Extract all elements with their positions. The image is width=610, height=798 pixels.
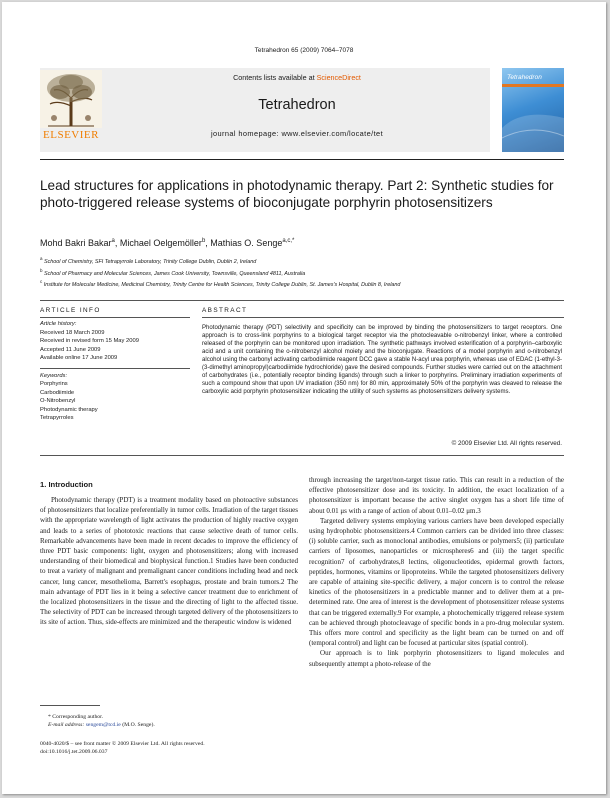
email-note [40, 721, 298, 729]
journal-title: Tetrahedron [258, 97, 336, 113]
history-item: Available online 17 June 2009 [40, 355, 118, 361]
history-label: Article history: [40, 321, 77, 327]
footnote [40, 713, 298, 729]
affiliations [40, 255, 560, 290]
keyword: O-Nitrobenzyl [40, 398, 76, 404]
keyword: Photodynamic therapy [40, 406, 98, 413]
journal-homepage[interactable]: journal homepage: www.elsevier.com/locate/tet [210, 129, 384, 138]
history-item: Accepted 11 June 2009 [40, 346, 101, 353]
keyword: Porphyrins [40, 381, 68, 387]
email-link[interactable]: sengem@tcd.ie [85, 722, 121, 728]
article-info-heading: ARTICLE INFO [40, 307, 101, 314]
author-affil-marker: a,c,* [282, 238, 295, 244]
author-affil-marker: a [111, 238, 115, 244]
section-heading-introduction: 1. Introduction [40, 480, 93, 489]
abstract-sub-rule [202, 317, 564, 318]
keyword: Carbodiimide [40, 389, 75, 396]
affiliation: $^c$ Institute for Molecular Medicine, Medicinal Chemistry, Trinity Centre for Health Sciences, Trinity College Dublin, St. James's Hospital, Dublin 8, Ireland [40, 279, 401, 288]
author-name: Mathias O. Senge [210, 238, 283, 248]
body-paragraph: Our approach is to link porphyrin photosensitizers to ligand molecules and subsequently attempt a photo-release of the [309, 649, 564, 668]
abstract-text: Photodynamic therapy (PDT) selectivity and specificity can be improved by binding the photosensitizers to target receptors. One approach is to cross-link porphyrins to a biological target receptor via the photocleavable o-nitrobenzyl linker, where a controlled released of the porphyrin can be monitored upon irradiation. The synthetic pathways involved esterification of a porphyrin–carboxylic acid and a unit containing the o-nitrobenzyl alcohol moiety and the bioconjugate. Reactions of a model porphyrin and o-nitrobenzyl alcohol using the carbonyl activating carbodiimide reagent DCC gave a stable N-acyl urea porphyrin, whereas use of EDAC (1-ethyl-3-(3-dimethyl aminopropyl)carbodiimide hydrochloride) gave the desired compounds. Further studies were carried out on the attachment of carbohydrates (i.e., potentially receptor binding ligands) through such a linker to porphyrins. Preliminary irradiation experiments of such a compound show that upon UV irradiation (350 nm) for 80 min, approximately 50% of the porphyrin was cleaved to release the carboxylic acid porphyrin photosensitizer indicating the utility of such systems as photosensitizers delivery systems. [202, 325, 562, 396]
history-item: Received in revised form 15 May 2009 [40, 338, 139, 344]
author-list: Mohd Bakri Bakar$^a$, Michael Oelgemöller$^b$, Mathias O. Senge$^{a,c,*}$ [40, 238, 295, 248]
abstract-copyright: © 2009 Elsevier Ltd. All rights reserved. [451, 440, 562, 447]
abstract-heading: ABSTRACT [202, 307, 248, 314]
body-column-left [40, 495, 298, 628]
sciencedirect-link[interactable]: ScienceDirect [316, 73, 361, 82]
paper-page [2, 2, 606, 794]
doi-line[interactable]: doi:10.1016/j.tet.2009.06.037 [40, 749, 108, 755]
contents-prefix: Contents lists available at [233, 73, 315, 82]
cover-accent-bar [502, 84, 564, 87]
corresponding-author-note: * Corresponding author. [48, 714, 104, 720]
affiliation: $^b$ School of Pharmacy and Molecular Sciences, James Cook University, Townsville, Queensland 4811, Australia [40, 267, 306, 277]
article-title: Lead structures for applications in photodynamic therapy. Part 2: Synthetic studies for photo-triggered release systems of bioconjugate porphyrin photosensitizers [40, 178, 554, 210]
keyword: Tetrapyrroles [40, 415, 74, 421]
cover-title: Tetrahedron [507, 74, 542, 81]
body-paragraph: Targeted delivery systems employing various carriers have been developed especially using hydrophobic photosensitizers.4 Common carriers can be divided into three classes: (i) soluble carrier, such as monoclonal antibodies, emulsions or polymers5; (ii) particulate carriers of liposomes, nanoparticles or microspheres6 and (iii) the target specific recognition7 of carbohydrates,8 lectins, oligonucleotides, epidermal growth factors, peptides, hormones, vitamins or lipoproteins. While the targeted photosensitizers delivery are capable of attaining site-specific delivery, a major concern is to control the release kinetics of the photosensitizers in a predictable manner and to deliver them at a pre-determined rate. One area of interest is the development of photosensitizer release systems that can be triggered externally.9 For example, a photochemically triggered release system can be achieved through photocleavage of specific bonds in a pro-drug molecular system. This offers more control and specificity as the light beam can be turned on and off (temporal control) and light can be focused at particular sites (spatial control). [309, 516, 564, 648]
author-affil-marker: b [201, 238, 206, 244]
abstract-bottom-rule [40, 455, 564, 456]
footnote-rule [40, 705, 100, 706]
bottom-info [40, 740, 340, 756]
body-column-right [309, 475, 564, 669]
keywords-label: Keywords: [40, 372, 68, 379]
history-item: Received 18 March 2009 [40, 329, 105, 336]
journal-citation: Tetrahedron 65 (2009) 7064–7078 [254, 47, 354, 54]
contents-line [112, 73, 482, 82]
email-suffix: (M.O. Senge). [122, 722, 155, 728]
elsevier-wordmark: ELSEVIER [43, 129, 99, 141]
body-paragraph: through increasing the target/non-target tissue ratio. This can result in a reduction of the effective photosensitizer dose and its toxicity. In addition, the exact localization of a photosensitizer is important because the active singlet oxygen has a short life time of about 0.01 μs with a range of action of about 0.01–0.02 μm.3 [309, 476, 564, 515]
affiliation: $^a$ School of Chemistry, SFI Tetrapyrrole Laboratory, Trinity College Dublin, Dublin 2, Ireland [40, 256, 257, 265]
author-name: Michael Oelgemöller [119, 238, 202, 248]
body-paragraph: Photodynamic therapy (PDT) is a treatment modality based on photoactive substances of photosensitizers that localize preferentially in tumor cells. Irradiation of the target tissues with the appropriate wavelength of light activates the production of highly reactive oxygen and leads to a series of phototoxic reactions that cause selective death of tumor cells. Remarkable advancements have been made in recent decades to improve the efficiency of three PDT basic components: light, oxygen and photosensitizers; along with increased understanding of their biomedical and biophysical function.1 Studies have been conducted to treat a variety of malignant and premalignant cancer conditions including head and neck cancer, lung cancer, mesothelioma, Barrett's esophagus, prostate and brain tumors.2 The main advantage of PDT lies in it being a selective cancer treatment due to enrichment of the localized photosensitizers in the tissue and the directing of light to the affected tissue. The selectivity of PDT can be increased through targeted delivery of the photosensitizers to its site of action. Thus, side-effects are minimized and the therapeutic window is widened [40, 496, 298, 627]
info-top-rule [40, 300, 564, 301]
header-rule [40, 159, 564, 160]
article-info-block [40, 320, 190, 423]
keywords-rule [40, 368, 190, 369]
email-label: E-mail address: [48, 722, 85, 728]
author-name: Mohd Bakri Bakar [40, 238, 112, 248]
info-sub-rule [40, 317, 190, 318]
issn-line: 0040-4020/$ – see front matter © 2009 Elsevier Ltd. All rights reserved. [40, 741, 205, 747]
